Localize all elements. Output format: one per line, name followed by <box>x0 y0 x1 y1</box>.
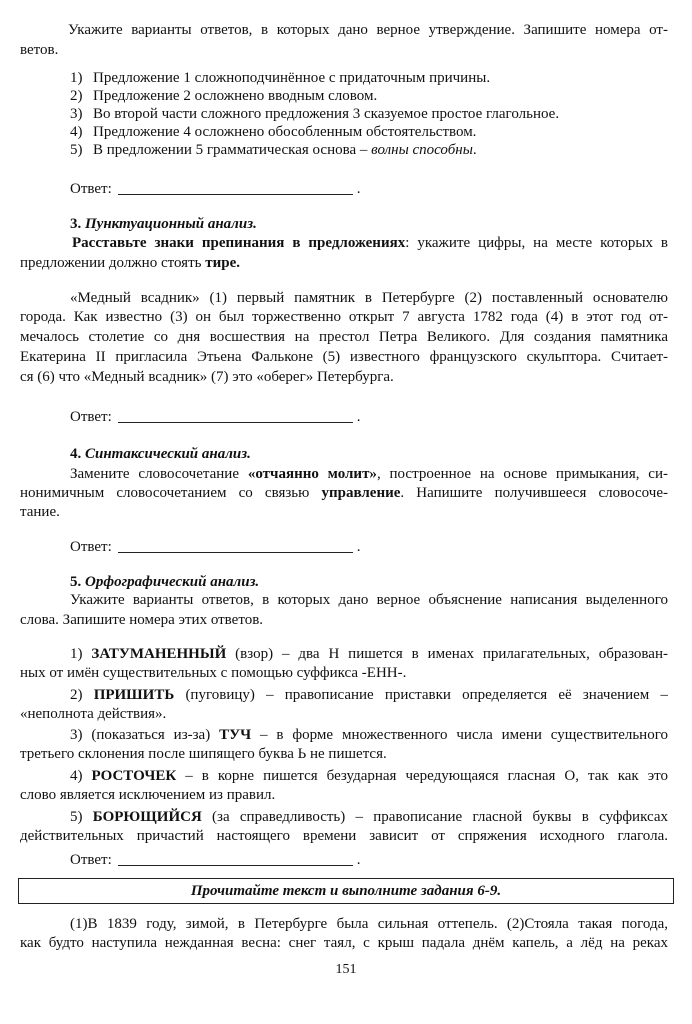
text-line <box>70 289 668 307</box>
text-segment: 1) <box>70 646 92 662</box>
text-line <box>20 254 240 272</box>
text-segment: как будто наступила нежданная весна: снег таял, с крыш падала днём капель, а лёд на реках <box>20 935 668 951</box>
text-segment: ных от имён существительных с помощью суффикса -ЕНН-. <box>20 665 407 681</box>
text-segment: В предложении 5 грамматическая основа – <box>93 142 372 158</box>
text-segment: слово является исключением из правил. <box>20 787 276 803</box>
text-segment: «неполнота действия». <box>20 706 167 722</box>
answer-end: . <box>356 409 361 425</box>
text-segment: . <box>472 142 477 158</box>
text-segment: «Медный всадник» (1) первый памятник в Петербурге (2) поставленный основателю <box>70 290 668 306</box>
emphasized-text: 5. <box>70 574 85 590</box>
text-segment: 2) <box>70 687 94 703</box>
answer-label: Ответ: <box>70 181 112 197</box>
text-line <box>70 915 668 933</box>
text-segment: Предложение 2 осложнено вводным словом. <box>93 88 378 104</box>
text-line <box>70 726 668 744</box>
text-line <box>70 808 668 826</box>
item-number: 4) <box>70 124 83 140</box>
text-segment: Предложение 1 сложноподчинённое с придаточным причины. <box>93 70 491 86</box>
text-line <box>20 664 406 682</box>
text-line <box>70 591 668 609</box>
text-line <box>70 87 377 105</box>
answer-end: . <box>356 539 361 555</box>
text-line <box>70 767 668 785</box>
text-segment: 4) <box>70 768 92 784</box>
emphasized-text: Синтаксический анализ. <box>85 446 251 462</box>
answer-end: . <box>356 852 361 868</box>
text-segment: Замените словосочетание <box>70 466 248 482</box>
answer-field-3[interactable] <box>70 538 361 556</box>
answer-blank[interactable] <box>118 408 353 423</box>
answer-end: . <box>356 181 361 197</box>
answer-field-4[interactable] <box>70 851 361 869</box>
text-segment: (взор) – два Н пишется в именах прилагательных, образован- <box>226 646 668 662</box>
text-line <box>70 123 476 141</box>
emphasized-text: БОРЮЩИЙСЯ <box>92 809 202 825</box>
answer-label: Ответ: <box>70 539 112 555</box>
text-segment: слова. Запишите номера этих ответов. <box>20 612 264 628</box>
text-segment: – в форме множественного числа имени существительного <box>251 727 668 743</box>
text-segment: : укажите цифры, на месте которых в <box>405 235 668 251</box>
text-segment: Укажите варианты ответов, в которых дано верное объяснение написания выделенного <box>70 592 668 608</box>
answer-label: Ответ: <box>70 852 112 868</box>
answer-label: Ответ: <box>70 409 112 425</box>
text-segment: мечалось столетие со дня восшествия на престол Петра Великого. Для создания памятника <box>20 329 668 345</box>
text-segment: Предложение 4 осложнено обособленным обстоятельством. <box>93 124 477 140</box>
emphasized-text: 4. <box>70 446 85 462</box>
text-segment: действительных причастий настоящего времени зависит от спряжения исходного глагола. <box>20 828 668 844</box>
text-line <box>20 348 668 366</box>
text-segment: предложении должно стоять <box>20 255 206 271</box>
text-line <box>68 21 668 39</box>
text-line <box>70 645 668 663</box>
text-segment: нонимичным словосочетанием со связью <box>20 485 322 501</box>
text-segment: Укажите варианты ответов, в которых дано верное утверждение. Запишите номера от- <box>68 22 668 38</box>
item-number: 3) <box>70 106 83 122</box>
item-number: 1) <box>70 70 83 86</box>
text-line <box>20 934 668 952</box>
emphasized-text: «отчаянно молит» <box>247 466 377 482</box>
text-segment: города. Как известно (3) он был торжественно открыт 7 августа 1782 года (4) в этот год от- <box>20 309 668 325</box>
answer-blank[interactable] <box>118 180 353 195</box>
text-segment: 5) <box>70 809 93 825</box>
text-line <box>20 745 387 763</box>
text-line <box>20 611 263 629</box>
emphasized-text: Пунктуационный анализ. <box>85 216 257 232</box>
text-segment: Во второй части сложного предложения 3 сказуемое простое глагольное. <box>93 106 560 122</box>
emphasized-text: тире. <box>205 255 240 271</box>
text-line <box>70 105 559 123</box>
text-segment: (пуговицу) – правописание приставки определяется её значением – <box>174 687 668 703</box>
task-banner: Прочитайте текст и выполните задания 6-9. <box>18 878 674 904</box>
text-line <box>20 484 668 502</box>
text-line <box>20 41 58 59</box>
text-line <box>70 215 257 233</box>
text-line <box>70 141 477 159</box>
text-segment: . Напишите получившееся словосоче- <box>400 485 668 501</box>
emphasized-text: ЗАТУМАНЕННЫЙ <box>91 646 227 662</box>
emphasized-text: Орфографический анализ. <box>85 574 260 590</box>
emphasized-text: управление <box>321 485 401 501</box>
text-segment: третьего склонения после шипящего буква Ь не пишется. <box>20 746 387 762</box>
text-line <box>70 686 668 704</box>
text-line <box>20 705 166 723</box>
emphasized-text: ПРИШИТЬ <box>93 687 175 703</box>
text-segment: – в корне пишется безударная чередующаяся гласная О, так как это <box>176 768 668 784</box>
answer-blank[interactable] <box>118 851 353 866</box>
text-line <box>20 827 668 845</box>
answer-field-2[interactable] <box>70 408 361 426</box>
item-number: 2) <box>70 88 83 104</box>
emphasized-text: волны способны <box>371 142 473 158</box>
answer-blank[interactable] <box>118 538 353 553</box>
text-line <box>70 465 668 483</box>
text-line <box>70 573 259 591</box>
emphasized-text: ТУЧ <box>219 727 252 743</box>
text-segment: , построенное на основе примыкания, си- <box>376 466 668 482</box>
item-number: 5) <box>70 142 83 158</box>
text-segment: Екатерина II пригласила Этьена Фальконе (5) известного французского скульптора. Считает- <box>20 349 668 365</box>
text-segment: 3) (показаться из-за) <box>70 727 220 743</box>
text-line <box>20 368 394 386</box>
text-line <box>20 503 60 521</box>
text-line <box>20 786 275 804</box>
emphasized-text: 3. <box>70 216 85 232</box>
text-line <box>72 234 668 252</box>
answer-field-1[interactable] <box>70 180 361 198</box>
text-line <box>70 69 490 87</box>
text-segment: (за справедливость) – правописание гласной буквы в суффиксах <box>201 809 668 825</box>
text-line <box>70 445 251 463</box>
text-segment: ся (6) что «Медный всадник» (7) это «оберег» Петербурга. <box>20 369 394 385</box>
text-segment: ветов. <box>20 42 59 58</box>
text-segment: тание. <box>20 504 60 520</box>
text-line <box>20 328 668 346</box>
emphasized-text: Расставьте знаки препинания в предложениях <box>72 235 406 251</box>
text-segment: (1)В 1839 году, зимой, в Петербурге была сильная оттепель. (2)Стояла такая погода, <box>70 916 668 932</box>
emphasized-text: РОСТОЧЕК <box>91 768 177 784</box>
page-number: 151 <box>335 962 357 977</box>
text-line <box>20 308 668 326</box>
